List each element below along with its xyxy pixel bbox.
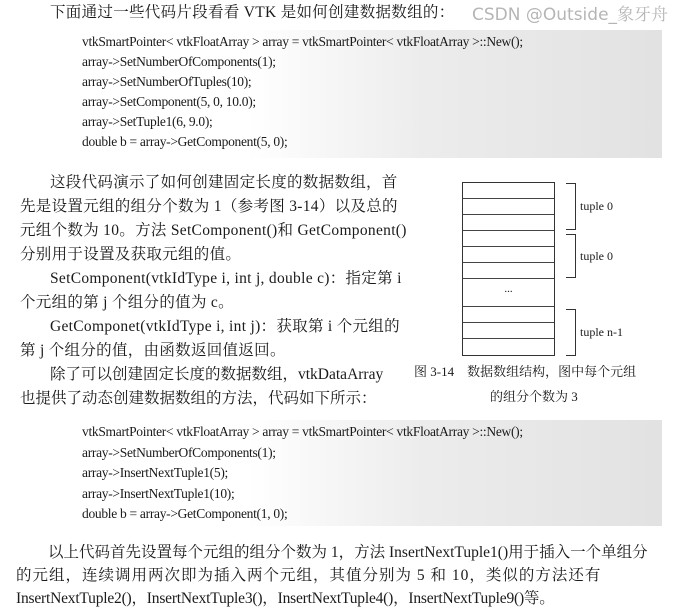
code-line: array->SetTuple1(6, 9.0);	[82, 114, 213, 129]
paragraph-line: 这段代码演示了如何创建固定长度的数据数组，首	[50, 174, 398, 191]
code-line: double b = array->GetComponent(1, 0);	[82, 506, 288, 521]
component-cell	[463, 183, 554, 199]
tuple-bracket	[566, 234, 576, 278]
figure-caption: 图 3-14 数据数组结构，图中每个元组	[414, 364, 637, 379]
paragraph-line: 元组个数为 10。方法 SetComponent()和 GetComponent()	[20, 222, 407, 239]
paragraph-line: 先是设置元组的组分个数为 1（参考图 3-14）以及总的	[20, 198, 398, 215]
component-cell	[463, 263, 554, 279]
component-cell	[463, 307, 554, 323]
code-line: vtkSmartPointer< vtkFloatArray > array = vtkSmartPointer< vtkFloatArray >::New();	[82, 424, 523, 439]
paragraph-line: GetComponet(vtkIdType i, int j)：获取第 i 个元组的	[50, 318, 400, 335]
data-array-diagram	[462, 182, 555, 356]
tuple-label: tuple n-1	[580, 325, 623, 339]
tuple-bracket	[566, 309, 576, 356]
paragraph-line: 以上代码首先设置每个元组的组分个数为 1，方法 InsertNextTuple1()用于插入一个单组分	[48, 544, 648, 561]
paragraph-line: 个元组的第 j 个组分的值为 c。	[20, 294, 234, 311]
ellipsis-cell: ...	[463, 279, 554, 307]
component-cell	[463, 231, 554, 247]
figure-caption: 的组分个数为 3	[490, 389, 578, 404]
intro-text: 下面通过一些代码片段看看 VTK 是如何创建数据数组的：	[50, 4, 455, 21]
paragraph-line: InsertNextTuple2()，InsertNextTuple3()，InsertNextTuple4()，InsertNextTuple9()等。	[16, 590, 555, 607]
code-line: array->SetComponent(5, 0, 10.0);	[82, 94, 256, 109]
component-cell	[463, 199, 554, 215]
component-cell	[463, 215, 554, 231]
component-cell	[463, 339, 554, 355]
tuple-bracket	[566, 183, 576, 230]
paragraph-line: 第 j 个组分的值，由函数返回值返回。	[20, 342, 286, 359]
paragraph-line: SetComponent(vtkIdType i, int j, double c)：指定第 i	[50, 270, 402, 287]
component-cell	[463, 323, 554, 339]
watermark: CSDN @Outside_象牙舟	[472, 5, 669, 25]
paragraph-line: 分别用于设置及获取元组的值。	[20, 246, 242, 263]
paragraph-line: 也提供了动态创建数据数组的方法，代码如下所示：	[20, 390, 377, 407]
code-line: vtkSmartPointer< vtkFloatArray > array = vtkSmartPointer< vtkFloatArray >::New();	[82, 34, 523, 49]
code-line: array->InsertNextTuple1(10);	[82, 486, 235, 501]
code-line: array->SetNumberOfTuples(10);	[82, 74, 252, 89]
code-line: array->SetNumberOfComponents(1);	[82, 445, 276, 460]
paragraph-line: 除了可以创建固定长度的数据数组，vtkDataArray	[50, 366, 384, 383]
code-line: array->InsertNextTuple1(5);	[82, 465, 228, 480]
paragraph-line: 的元组，连续调用两次即为插入两个元组，其值分别为 5 和 10，类似的方法还有	[16, 567, 602, 584]
code-line: double b = array->GetComponent(5, 0);	[82, 134, 288, 149]
code-line: array->SetNumberOfComponents(1);	[82, 54, 276, 69]
tuple-label: tuple 0	[580, 249, 613, 263]
tuple-label: tuple 0	[580, 199, 613, 213]
component-cell	[463, 247, 554, 263]
